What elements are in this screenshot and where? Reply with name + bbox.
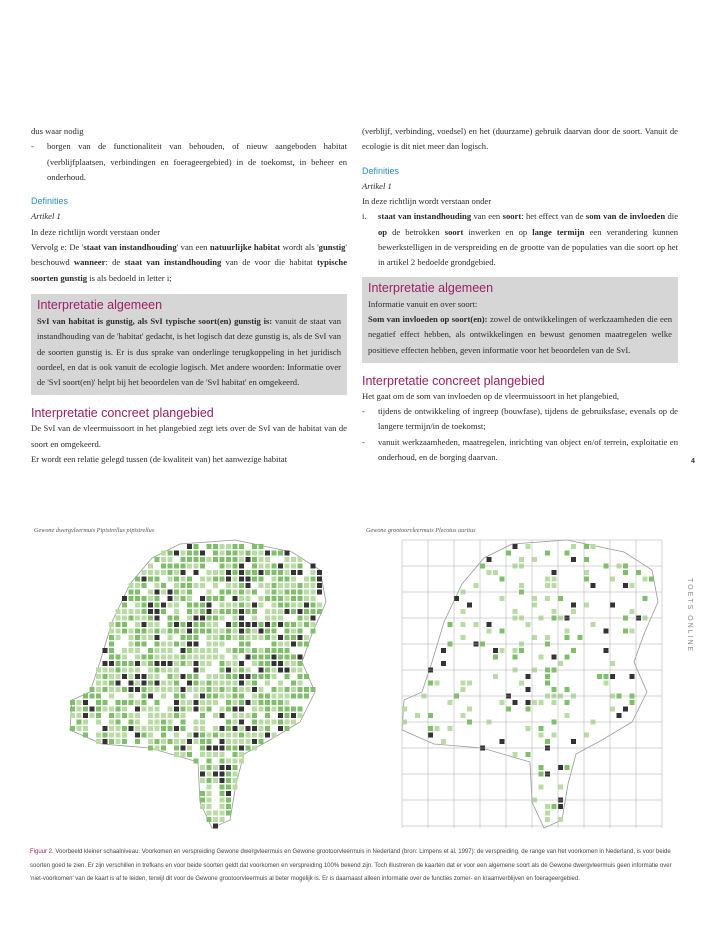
interpretation-box bbox=[31, 294, 347, 395]
interpretation-box bbox=[362, 277, 678, 363]
list-item bbox=[31, 139, 347, 185]
country-outline bbox=[402, 540, 658, 828]
map-graphic bbox=[30, 522, 338, 840]
definitions-heading: Definities bbox=[362, 165, 400, 176]
distribution-map-dwergvleermuis bbox=[30, 522, 338, 840]
map-graphic bbox=[362, 522, 670, 840]
text-run: staat van instandhouding bbox=[124, 257, 222, 268]
left-column bbox=[31, 124, 347, 467]
text-run: soort bbox=[502, 211, 522, 222]
text-run: natuurlijke habitat bbox=[209, 242, 281, 253]
text-run: soort bbox=[444, 226, 464, 237]
figure-caption bbox=[30, 846, 678, 887]
text-run: de betrokken bbox=[387, 226, 445, 237]
text-run: wordt als ' bbox=[280, 242, 319, 253]
paragraph: (verblijf, verbinding, voedsel) en het (duurzame) gebruik daarvan door de soort. Vanuit de ecologie is dit niet meer dan logisch. bbox=[362, 126, 678, 152]
article-label: Artikel 1 bbox=[362, 180, 392, 191]
text-run: wanneer bbox=[73, 257, 106, 268]
text-run: op bbox=[378, 226, 388, 237]
map-title: Gewone dwergvleermuis Pipistrellus pipistrellus bbox=[34, 527, 155, 534]
article-intro: In deze richtlijn wordt verstaan onder bbox=[362, 196, 492, 207]
text-run: is als bedoeld in letter i; bbox=[87, 272, 172, 283]
text-run: ' van een bbox=[176, 242, 210, 253]
text-run: Som van invloeden op soort(en): bbox=[368, 313, 488, 324]
item-text bbox=[378, 209, 678, 270]
distribution-map-grootoorvleermuis bbox=[362, 522, 670, 840]
text-run: een verandering kunnen bewerkstelligen in de verspreiding en de grootte van de populaties van die soort op het in artikel 2 bedoelde grondgebied. bbox=[378, 226, 678, 268]
text-run: staat van instandhouding bbox=[378, 211, 472, 222]
text-run: inwerken en op bbox=[463, 226, 533, 237]
box-line: Informatie vanuit en over soort: bbox=[368, 298, 478, 309]
article-label: Artikel 1 bbox=[31, 211, 61, 222]
paragraph: Het gaat om de som van invloeden op de vleermuissoort in het plangebied, bbox=[362, 390, 620, 401]
caption-text: Voorbeeld kleiner schaalniveau. Voorkomen en verspreiding Gewone dwergvleermuis en Gewone grootoorvleermuis in Nederland (bron: Limpens et al. 1997): de verspreiding, de range van het voorkomen in Nederland, is voor beide soorten goed te zien. Er zijn verschillen in trefkans en voor beide soorten geldt dat voorkomen en verspreiding 100% bekend zijn. Toch illustreren de kaarten dat er voor een algemene soort als de Gewone dwergvleermuis geen informatie over 'niet-voorkomen' van de kaart is af te leiden, terwijl dit voor de Gewone grootoorvleermuis al beter mogelijk is. Er is daarnaast alleen informatie over de functies zomer- en kraamverblijven en foerageergebied. bbox=[30, 849, 672, 882]
right-column bbox=[362, 124, 678, 465]
section-heading: Interpretatie concreet plangebied bbox=[362, 373, 545, 388]
bullet-text: tijdens de ontwikkeling of ingreep (bouwfase), tijdens de gebruiksfase, evenals op de langere termijn/in de toekomst; bbox=[378, 406, 678, 432]
text-run: van een bbox=[471, 211, 503, 222]
vervolg-paragraph bbox=[31, 240, 347, 286]
text-run: som van de invloeden bbox=[585, 211, 666, 222]
map-title: Gewone grootoorvleermuis Plecotus auritus bbox=[366, 527, 476, 534]
text-run: SvI van habitat is gunstig, als SvI typische soort(en) gunstig is: bbox=[37, 315, 273, 326]
bullet-dash: - bbox=[31, 141, 34, 152]
text-run: vanuit de staat van instandhouding van de 'habitat' gedacht, is het logisch dat deze gunstig is, als de SvI van de soorten gunstig is. Er is dus sprake van onderlinge terugkoppeling in het juridisch oordeel, en dat is ook vanuit de ecologie logisch. Met andere woorden: Informatie over de 'SvI soort(en)' helpt bij het beoordelen van de 'SvI habitat' en omgekeerd. bbox=[37, 315, 342, 388]
text-run: : het effect van de bbox=[521, 211, 586, 222]
definitions-heading: Definities bbox=[31, 196, 69, 207]
box-heading: Interpretatie algemeen bbox=[37, 297, 163, 312]
article-intro: In deze richtlijn wordt verstaan onder bbox=[31, 226, 161, 237]
list-item bbox=[362, 435, 678, 466]
section-heading: Interpretatie concreet plangebied bbox=[31, 406, 214, 421]
side-label: TOETS ONLINE bbox=[686, 578, 693, 654]
intro-line: dus waar nodig bbox=[31, 126, 84, 136]
text-run: zowel de ontwikkelingen of werkzaamheden die een negatief effect hebben, als ontwikkelingen en bewust genomen maatregelen welke positieve effecten hebben, geven informatie voor het beoordelen van de SvI. bbox=[368, 313, 672, 355]
text-run: ' beschouwd bbox=[31, 242, 347, 268]
text-run: staat van instandhouding bbox=[83, 242, 177, 253]
bullet-dash: - bbox=[362, 436, 365, 447]
paragraph: De SvI van de vleermuissoort in het plangebied zegt iets over de SvI van de habitat van de soort en omgekeerd. bbox=[31, 423, 347, 449]
item-marker: i. bbox=[362, 211, 367, 222]
bullet-dash: - bbox=[362, 406, 365, 417]
list-item bbox=[362, 404, 678, 435]
caption-label: Figuur 2. bbox=[30, 849, 54, 855]
box-text bbox=[37, 314, 341, 390]
definition-item bbox=[362, 209, 678, 270]
text-run: typische soorten gunstig bbox=[31, 257, 348, 283]
page-number: 4 bbox=[691, 458, 695, 465]
box-text bbox=[368, 312, 672, 358]
text-run: die bbox=[665, 211, 679, 222]
bullet-text: borgen van de functionaliteit van behouden, of nieuw aangeboden habitat (verblijfplaatsen, verbindingen en foerageergebied) in de toekomst, in beheer en onderhoud. bbox=[47, 141, 347, 182]
box-heading: Interpretatie algemeen bbox=[368, 280, 494, 295]
bullet-text: vanuit werkzaamheden, maatregelen, inrichting van object en/of terrein, exploitatie en onderhoud, en de borging daarvan. bbox=[378, 436, 678, 463]
text-run: : de bbox=[105, 257, 125, 268]
text-run: lange termijn bbox=[532, 226, 585, 237]
text-run: gunstig bbox=[318, 242, 346, 253]
text-run: Vervolg e: De ' bbox=[31, 242, 84, 253]
paragraph: Er wordt een relatie gelegd tussen (de kwaliteit van) het aanwezige habitat bbox=[31, 454, 288, 465]
text-run: van de voor die habitat bbox=[221, 257, 317, 268]
